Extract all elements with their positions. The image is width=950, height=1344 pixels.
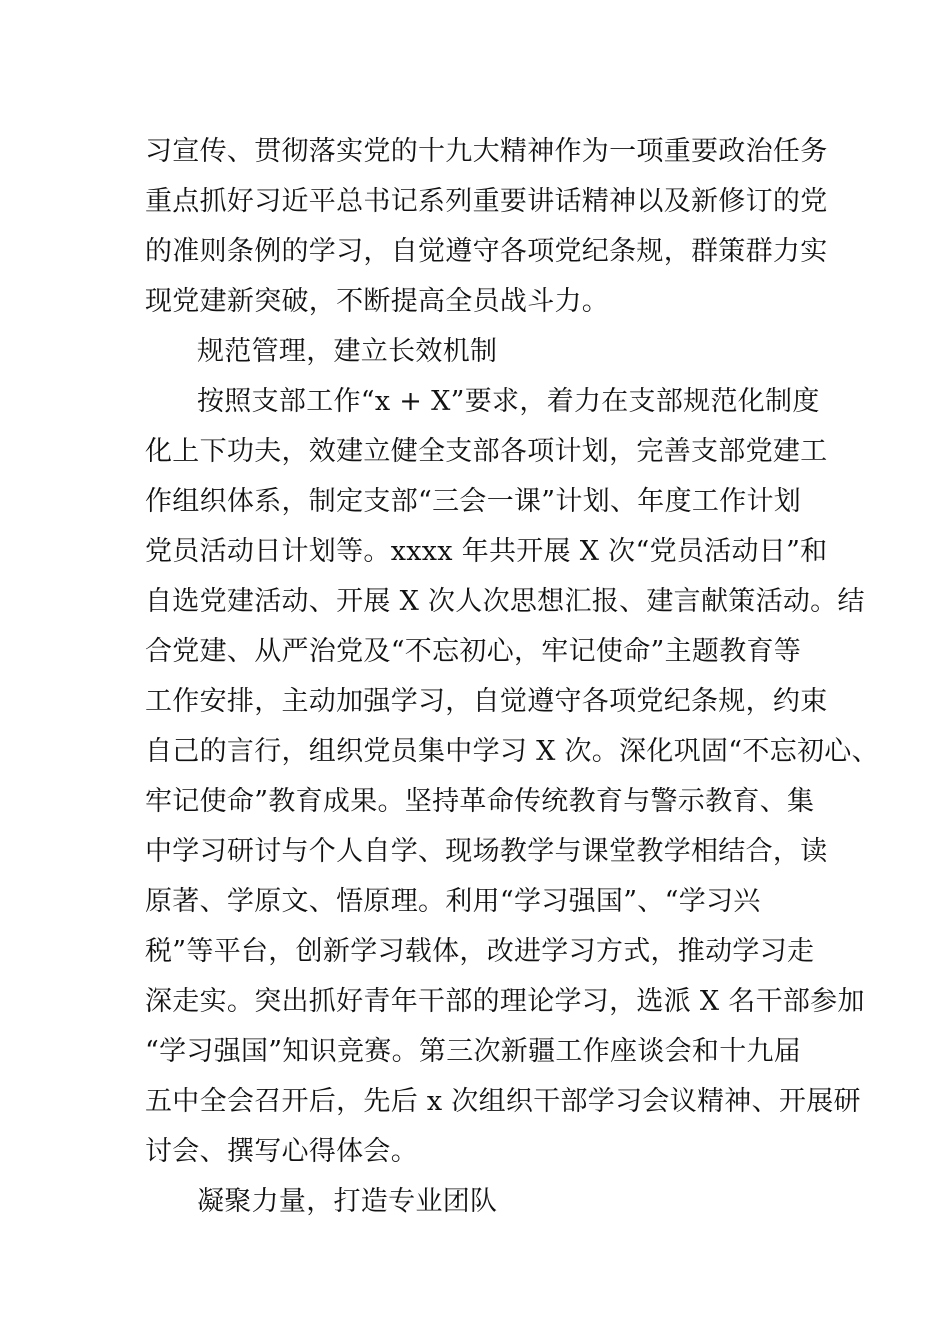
text-line-9: 党员活动日计划等。xxxx 年共开展 X 次“党员活动日”和 (145, 536, 828, 567)
text-line-17: 税”等平台，创新学习载体，改进学习方式，推动学习走 (145, 936, 815, 967)
text-line-10: 自选党建活动、开展 X 次人次思想汇报、建言献策活动。结 (145, 586, 865, 617)
text-line-13: 自己的言行，组织党员集中学习 X 次。深化巩固“不忘初心、 (145, 736, 879, 767)
text-line-18: 深走实。突出抓好青年干部的理论学习，选派 X 名干部参加 (145, 986, 865, 1017)
text-line-14: 牢记使命”教育成果。坚持革命传统教育与警示教育、集 (145, 786, 815, 817)
text-line-7: 化上下功夫，效建立健全支部各项计划，完善支部党建工 (145, 436, 828, 467)
text-line-8: 作组织体系，制定支部“三会一课”计划、年度工作计划 (145, 486, 802, 517)
section-heading-2: 凝聚力量，打造专业团队 (197, 1186, 498, 1217)
text-line-19: “学习强国”知识竞赛。第三次新疆工作座谈会和十九届 (145, 1036, 802, 1067)
text-line-6: 按照支部工作“x + X”要求，着力在支部规范化制度 (197, 386, 820, 417)
text-line-11: 合党建、从严治党及“不忘初心，牢记使命”主题教育等 (145, 636, 802, 667)
text-line-21: 讨会、撰写心得体会。 (145, 1136, 418, 1167)
text-line-4: 现党建新突破，不断提高全员战斗力。 (145, 286, 610, 317)
text-line-3: 的准则条例的学习，自觉遵守各项党纪条规，群策群力实 (145, 236, 828, 267)
text-line-1: 习宣传、贯彻落实党的十九大精神作为一项重要政治任务 (145, 136, 828, 167)
text-line-20: 五中全会召开后，先后 x 次组织干部学习会议精神、开展研 (145, 1086, 861, 1117)
section-heading-1: 规范管理，建立长效机制 (197, 336, 498, 367)
text-line-12: 工作安排，主动加强学习，自觉遵守各项党纪条规，约束 (145, 686, 828, 717)
text-line-2: 重点抓好习近平总书记系列重要讲话精神以及新修订的党 (145, 186, 828, 217)
text-line-15: 中学习研讨与个人自学、现场教学与课堂教学相结合，读 (145, 836, 828, 867)
text-line-16: 原著、学原文、悟原理。利用“学习强国”、“学习兴 (145, 886, 761, 917)
